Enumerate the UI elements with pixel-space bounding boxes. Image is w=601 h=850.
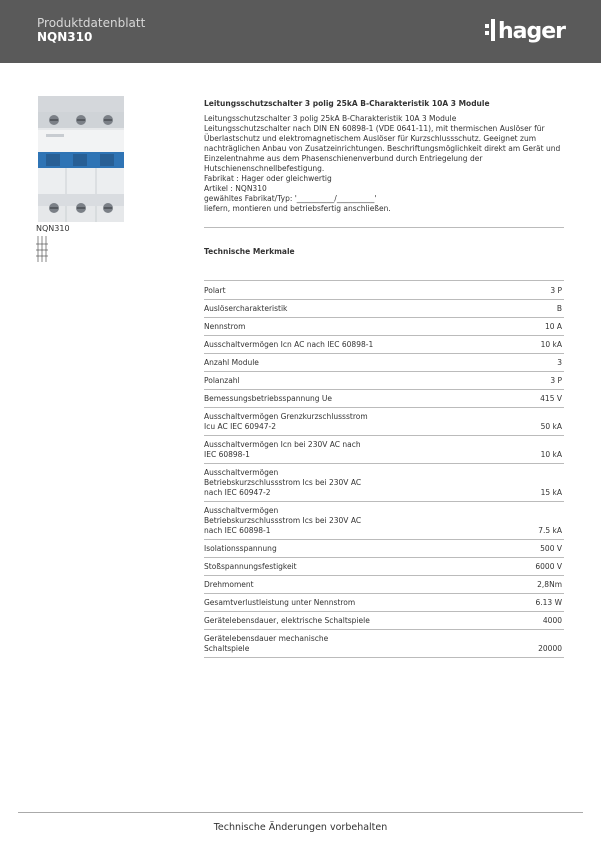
specs-table (204, 282, 564, 658)
spec-label: Anzahl Module (204, 358, 259, 367)
spec-label: Ausschaltvermögen Icn AC nach IEC 60898-1 (204, 340, 374, 349)
description-line: nachträglichen Anbau von Zusatzeinrichtungen. Beschriftungsmöglichkeit direkt am Gerät und (204, 144, 561, 153)
section-divider (204, 227, 564, 228)
spec-row (204, 502, 564, 540)
spec-label: Bemessungsbetriebsspannung Ue (204, 394, 332, 403)
spec-row (204, 300, 564, 318)
spec-value: 10 kA (540, 450, 562, 459)
spec-row (204, 372, 564, 390)
description-line: Leitungsschutzschalter nach DIN EN 60898-1 (VDE 0641-11), mit thermischen Auslöser für (204, 124, 545, 133)
spec-value: 3 P (550, 376, 562, 385)
spec-label: Nennstrom (204, 322, 246, 331)
spec-label: Ausschaltvermögen Betriebskurzschlussstrom Ics bei 230V AC nach IEC 60947-2 (204, 468, 362, 497)
spec-value: 10 A (544, 322, 562, 331)
spec-label: Drehmoment (204, 580, 254, 589)
spec-row (204, 390, 564, 408)
spec-label: Stoßspannungsfestigkeit (204, 562, 297, 571)
spec-value: 3 P (550, 286, 562, 295)
document-product-code: NQN310 (37, 30, 93, 44)
spec-row (204, 540, 564, 558)
spec-label: Polanzahl (204, 376, 240, 385)
description-line: Leitungsschutzschalter 3 polig 25kA B-Charakteristik 10A 3 Module (204, 114, 457, 123)
spec-label: Isolationsspannung (204, 544, 277, 553)
spec-value: 3 (557, 358, 562, 367)
spec-label: Ausschaltvermögen Icn bei 230V AC nach IEC 60898-1 (204, 440, 361, 459)
spec-value: B (556, 304, 562, 313)
spec-value: 415 V (540, 394, 562, 403)
spec-label: Polart (204, 286, 226, 295)
spec-value: 15 kA (540, 488, 562, 497)
spec-value: 6.13 W (535, 598, 562, 607)
circuit-breaker-icon (36, 96, 126, 222)
page-header (0, 0, 601, 63)
spec-value: 500 V (540, 544, 562, 553)
description-line: gewähltes Fabrikat/Typ: '__________/__________' (204, 194, 377, 203)
spec-value: 50 kA (540, 422, 562, 431)
spec-row (204, 354, 564, 372)
product-description (204, 99, 564, 214)
spec-row (204, 318, 564, 336)
spec-value: 7.5 kA (538, 526, 562, 535)
spec-row (204, 594, 564, 612)
description-line: Überlastschutz und elektromagnetischem Auslöser für Kurzschlussschutz. Geeignet zum (204, 134, 536, 143)
spec-label: Gerätelebensdauer, elektrische Schaltspiele (204, 616, 370, 625)
spec-value: 10 kA (540, 340, 562, 349)
spec-row (204, 630, 564, 658)
section-title: Technische Merkmale (204, 247, 295, 256)
spec-label: Auslösercharakteristik (204, 304, 288, 313)
spec-label: Ausschaltvermögen Betriebskurzschlussstrom Ics bei 230V AC nach IEC 60898-1 (204, 506, 362, 535)
spec-row (204, 612, 564, 630)
hager-mark-icon (485, 19, 497, 43)
description-title: Leitungsschutzschalter 3 polig 25kA B-Charakteristik 10A 3 Module (204, 99, 490, 108)
spec-row (204, 282, 564, 300)
specs-top-rule (204, 280, 564, 281)
footer-note: Technische Änderungen vorbehalten (213, 822, 388, 833)
spec-label: Gerätelebensdauer mechanische Schaltspiele (204, 634, 329, 653)
spec-value: 20000 (538, 644, 562, 653)
spec-value: 4000 (542, 616, 562, 625)
circuit-symbol-icon (36, 236, 50, 262)
spec-label: Ausschaltvermögen Grenzkurzschlussstrom Icu AC IEC 60947-2 (204, 412, 368, 431)
spec-value: 6000 V (535, 562, 562, 571)
description-line: Fabrikat : Hager oder gleichwertig (204, 174, 332, 183)
product-caption: NQN310 (36, 224, 70, 233)
description-line: Einzelentnahme aus dem Phasenschienenverbund durch Entriegelung der (204, 154, 483, 163)
spec-row (204, 408, 564, 436)
footer-divider (18, 812, 583, 813)
description-line: liefern, montieren und betriebsfertig anschließen. (204, 204, 391, 213)
spec-row (204, 558, 564, 576)
spec-label: Gesamtverlustleistung unter Nennstrom (204, 598, 356, 607)
logo-text: hager (497, 18, 565, 44)
spec-row (204, 576, 564, 594)
hager-logo (485, 17, 565, 45)
spec-row (204, 464, 564, 502)
spec-row (204, 436, 564, 464)
document-type-label: Produktdatenblatt (37, 16, 146, 30)
spec-row (204, 336, 564, 354)
description-line: Artikel : NQN310 (204, 184, 267, 193)
spec-value: 2,8Nm (537, 580, 562, 589)
description-line: Hutschienenschnellbefestigung. (204, 164, 325, 173)
